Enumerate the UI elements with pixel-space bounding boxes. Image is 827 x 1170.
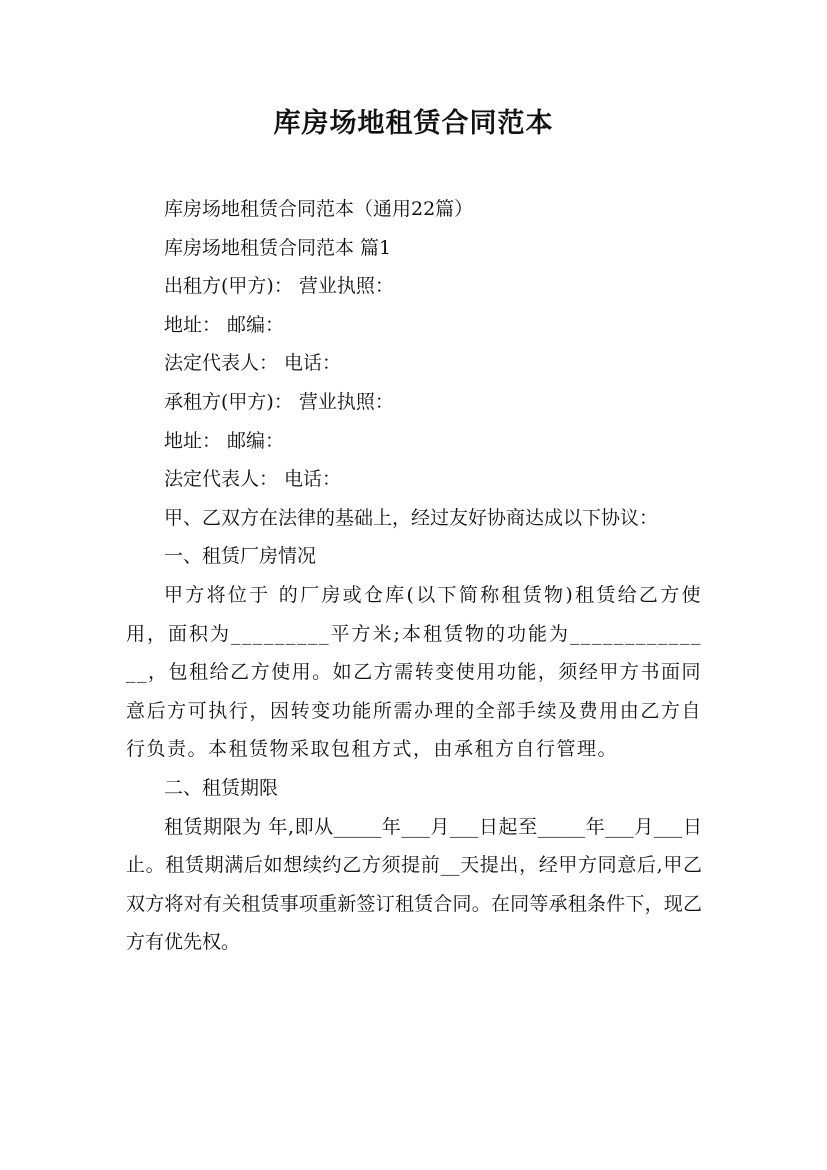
lessor-address-line: 地址： 邮编：	[164, 313, 285, 336]
document-body	[126, 190, 702, 962]
agreement-intro-paragraph: 甲、乙双方在法律的基础上，经过友好协商达成以下协议：	[164, 506, 659, 529]
document-title: 库房场地租赁合同范本	[273, 108, 554, 139]
lessee-line: 承租方(甲方)： 营业执照：	[164, 390, 394, 413]
clause-heading-2: 二、租赁期限	[164, 776, 279, 799]
lessor-line: 出租方(甲方)： 营业执照：	[164, 275, 394, 298]
clause-2-paragraph: 租赁期限为 年,即从_____年___月___日起至_____年___月___日止。租赁期满后如想续约乙方须提前__天提出，经甲方同意后,甲乙双方将对有关租赁事项重新签订租赁合同。在同等承租条件下，现乙方有优先权。	[126, 815, 702, 954]
subtitle-paragraph: 库房场地租赁合同范本（通用22篇）	[164, 198, 474, 220]
clause-1-paragraph: 甲方将位于 的厂房或仓库(以下简称租赁物)租赁给乙方使用，面积为_________平方米;本租赁物的功能为______________，包租给乙方使用。如乙方需转变使用功能，须经甲方书面同意后方可执行，因转变功能所需办理的全部手续及费用由乙方自行负责。本租赁物采取包租方式，由承租方自行管理。	[126, 583, 702, 761]
clause-heading-1: 一、租赁厂房情况	[164, 545, 317, 568]
section-heading-part-1: 库房场地租赁合同范本 篇1	[164, 236, 392, 259]
lessee-representative-line: 法定代表人： 电话：	[164, 468, 342, 491]
lessor-representative-line: 法定代表人： 电话：	[164, 352, 342, 375]
lessee-address-line: 地址： 邮编：	[164, 429, 285, 452]
